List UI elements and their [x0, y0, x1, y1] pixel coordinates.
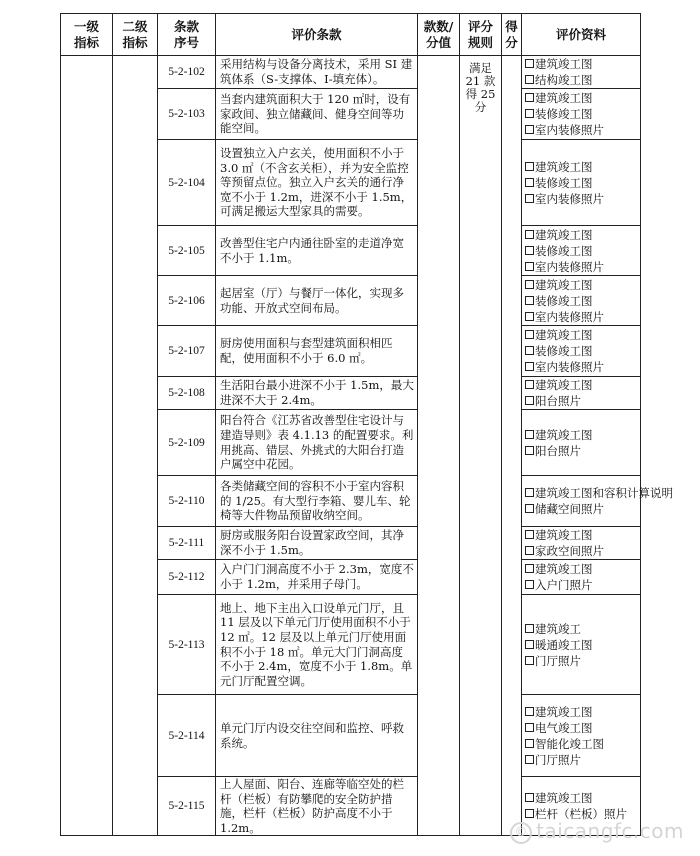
material-label: 装修竣工图: [535, 175, 593, 190]
materials-cell: [522, 476, 673, 527]
material-item: [525, 90, 640, 106]
clause-code: 5-2-106: [158, 276, 216, 326]
clause-text: 改善型住宅户内通往卧室的走道净宽不小于 1.1m。: [216, 226, 418, 276]
clause-code: 5-2-114: [158, 695, 216, 777]
evaluation-table: [60, 13, 673, 836]
material-label: 建筑竣工图: [535, 528, 593, 542]
checkbox-icon: [525, 59, 534, 68]
checkbox-icon: [525, 125, 534, 134]
material-item: [525, 243, 640, 259]
material-label: 建筑竣工图: [535, 91, 593, 105]
material-item: [525, 309, 640, 325]
material-item: [525, 653, 640, 669]
materials-cell: [522, 56, 641, 89]
clause-code: 5-2-115: [158, 777, 216, 836]
material-item: [525, 259, 640, 275]
clause-text: 设置独立入户玄关，使用面积不小于 3.0 ㎡（不含玄关柜），并为安全监控等预留点位。独立入户玄关的通行净宽不小于 1.2m，进深不小于 1.5m，可满足搬运大型家具的需要。: [216, 140, 418, 226]
checkbox-icon: [525, 580, 534, 589]
checkbox-icon: [525, 707, 534, 716]
header-rule: 评分 规则: [460, 14, 502, 56]
material-item: [525, 159, 640, 175]
material-label: 智能化竣工图: [535, 736, 604, 751]
clause-text: 地上、地下主出入口设单元门厅，且 11 层及以下单元门厅使用面积不小于 12 ㎡。12 层及以上单元门厅使用面积不小于 18 ㎡。单元大门门洞高度不小于 2.4m，宽度不小于 1.8m。单元门厅配置空调。: [216, 595, 418, 695]
material-label: 建筑竣工图: [535, 791, 593, 806]
material-item: [525, 227, 640, 243]
material-item: [525, 359, 640, 375]
material-item: [525, 720, 640, 736]
table-row: [61, 56, 641, 89]
material-label: 建筑竣工图: [535, 57, 593, 71]
checkbox-icon: [525, 280, 534, 289]
clause-code: 5-2-108: [158, 377, 216, 410]
clause-code: 5-2-103: [158, 89, 216, 140]
material-item: [525, 752, 640, 768]
clause-code: 5-2-111: [158, 527, 216, 560]
clause-text: 入户门门洞高度不小于 2.3m，宽度不小于 1.2m，并采用子母门。: [216, 560, 418, 595]
materials-cell: [522, 140, 641, 226]
material-label: 建筑竣工: [535, 621, 581, 636]
material-item: [525, 191, 640, 207]
checkbox-icon: [525, 162, 534, 171]
header-level2: 二级 指标: [113, 14, 158, 56]
header-score: 得 分: [502, 14, 522, 56]
material-item: [525, 56, 640, 72]
material-label: 阳台照片: [535, 443, 581, 458]
clause-code: 5-2-102: [158, 56, 216, 89]
material-item: [525, 577, 640, 593]
material-label: 建筑竣工图: [535, 378, 593, 392]
checkbox-icon: [525, 488, 534, 497]
material-label: 建筑竣工图: [535, 427, 593, 442]
materials-cell: [522, 377, 641, 410]
material-item: [525, 343, 640, 359]
material-item: [525, 621, 640, 637]
clause-code: 5-2-110: [158, 476, 216, 527]
material-item: [525, 704, 640, 720]
header-level1: 一级 指标: [61, 14, 113, 56]
materials-cell: [522, 527, 641, 560]
checkbox-icon: [525, 640, 534, 649]
checkbox-icon: [525, 178, 534, 187]
checkbox-icon: [525, 723, 534, 732]
material-label: 装修竣工图: [535, 107, 593, 121]
material-label: 装修竣工图: [535, 293, 593, 308]
material-label: 室内装修照片: [535, 191, 604, 206]
material-item: [525, 72, 640, 88]
header-clause: 评价条款: [216, 14, 418, 56]
checkbox-icon: [525, 109, 534, 118]
material-label: 室内装修照片: [535, 123, 604, 137]
material-label: 家政空间照片: [535, 544, 604, 558]
material-label: 建筑竣工图: [535, 227, 593, 242]
checkbox-icon: [525, 564, 534, 573]
header-clause-no: 条款 序号: [158, 14, 216, 56]
material-label: 结构竣工图: [535, 73, 593, 87]
material-label: 装修竣工图: [535, 344, 593, 358]
material-label: 电气竣工图: [535, 720, 593, 735]
checkbox-icon: [525, 230, 534, 239]
checkbox-icon: [525, 330, 534, 339]
score-rule: 满足 21 款 得 25 分: [460, 56, 502, 836]
checkbox-icon: [525, 346, 534, 355]
material-label: 储藏空间照片: [535, 502, 604, 516]
materials-cell: [522, 695, 641, 777]
materials-cell: [522, 560, 641, 595]
score-cell: [502, 56, 522, 836]
material-item: [525, 393, 640, 409]
material-item: [525, 543, 640, 559]
material-item: [525, 501, 640, 517]
material-label: 装修竣工图: [535, 243, 593, 258]
count-cell: [418, 56, 460, 836]
checkbox-icon: [525, 530, 534, 539]
clause-text: 各类储藏空间的容积不小于室内容积的 1/25。有大型行李箱、婴儿车、轮椅等大件物品预留收纳空间。: [216, 476, 418, 527]
clause-code: 5-2-113: [158, 595, 216, 695]
material-label: 建筑竣工图和容积计算说明: [535, 486, 673, 500]
level1-cell: [61, 56, 113, 836]
checkbox-icon: [525, 446, 534, 455]
materials-cell: [522, 276, 641, 326]
material-label: 室内装修照片: [535, 309, 604, 324]
material-label: 室内装修照片: [535, 259, 604, 274]
checkbox-icon: [525, 755, 534, 764]
material-item: [525, 736, 640, 752]
material-label: 阳台照片: [535, 394, 581, 408]
checkbox-icon: [525, 262, 534, 271]
material-item: [525, 427, 640, 443]
watermark-logo: ©: [510, 822, 532, 844]
checkbox-icon: [525, 793, 534, 802]
material-item: [525, 277, 640, 293]
checkbox-icon: [525, 380, 534, 389]
checkbox-icon: [525, 194, 534, 203]
material-label: 建筑竣工图: [535, 328, 593, 342]
header-materials: 评价资料: [522, 14, 641, 56]
checkbox-icon: [525, 312, 534, 321]
material-label: 门厅照片: [535, 653, 581, 668]
clause-text: 厨房使用面积与套型建筑面积相匹配，使用面积不小于 6.0 ㎡。: [216, 326, 418, 377]
checkbox-icon: [525, 656, 534, 665]
material-label: 建筑竣工图: [535, 562, 593, 576]
materials-cell: [522, 326, 641, 377]
watermark-text: taicangfc.com: [536, 819, 684, 843]
material-label: 门厅照片: [535, 752, 581, 767]
checkbox-icon: [525, 75, 534, 84]
material-label: 建筑竣工图: [535, 277, 593, 292]
materials-cell: [522, 226, 641, 276]
checkbox-icon: [525, 362, 534, 371]
clause-text: 上人屋面、阳台、连廊等临空处的栏杆（栏板）有防攀爬的安全防护措施，栏杆（栏板）防护高度不小于 1.2m。: [216, 777, 418, 836]
clause-text: 起居室（厅）与餐厅一体化，实现多功能、开放式空间布局。: [216, 276, 418, 326]
material-item: [525, 122, 640, 138]
clause-code: 5-2-112: [158, 560, 216, 595]
header-count: 款数/ 分值: [418, 14, 460, 56]
checkbox-icon: [525, 546, 534, 555]
clause-text: 单元门厅内设交往空间和监控、呼救系统。: [216, 695, 418, 777]
clause-code: 5-2-104: [158, 140, 216, 226]
clause-text: 厨房或服务阳台设置家政空间，其净深不小于 1.5m。: [216, 527, 418, 560]
checkbox-icon: [525, 396, 534, 405]
clause-code: 5-2-109: [158, 410, 216, 476]
checkbox-icon: [525, 504, 534, 513]
material-item: [525, 106, 640, 122]
material-label: 室内装修照片: [535, 360, 604, 374]
materials-cell: [522, 595, 641, 695]
material-label: 入户门照片: [535, 578, 593, 592]
material-label: 暖通竣工图: [535, 637, 593, 652]
material-item: [525, 790, 640, 806]
checkbox-icon: [525, 430, 534, 439]
material-item: [525, 443, 640, 459]
material-item: [525, 377, 640, 393]
checkbox-icon: [525, 246, 534, 255]
material-label: 建筑竣工图: [535, 159, 593, 174]
checkbox-icon: [525, 624, 534, 633]
checkbox-icon: [525, 93, 534, 102]
materials-cell: [522, 410, 641, 476]
material-item: [525, 527, 640, 543]
material-item: [525, 175, 640, 191]
clause-text: 采用结构与设备分离技术，采用 SI 建筑体系（S-支撑体、I-填充体）。: [216, 56, 418, 89]
material-item: [525, 561, 640, 577]
clause-code: 5-2-107: [158, 326, 216, 377]
clause-code: 5-2-105: [158, 226, 216, 276]
checkbox-icon: [525, 809, 534, 818]
checkbox-icon: [525, 739, 534, 748]
header-row: [61, 14, 641, 56]
clause-text: 生活阳台最小进深不小于 1.5m，最大进深不大于 2.4m。: [216, 377, 418, 410]
level2-cell: [113, 56, 158, 836]
clause-text: 阳台符合《江苏省改善型住宅设计与建造导则》表 4.1.13 的配置要求。利用挑高、错层、外挑式的大阳台打造户属空中花园。: [216, 410, 418, 476]
watermark: [510, 819, 684, 844]
clause-text: 当套内建筑面积大于 120 ㎡时，设有家政间、独立储藏间、健身空间等功能空间。: [216, 89, 418, 140]
materials-cell: [522, 89, 641, 140]
material-item: [525, 485, 673, 501]
material-item: [525, 293, 640, 309]
material-item: [525, 327, 640, 343]
material-item: [525, 637, 640, 653]
material-label: 建筑竣工图: [535, 704, 593, 719]
checkbox-icon: [525, 296, 534, 305]
material-label: 栏杆（栏板）照片: [535, 807, 627, 822]
